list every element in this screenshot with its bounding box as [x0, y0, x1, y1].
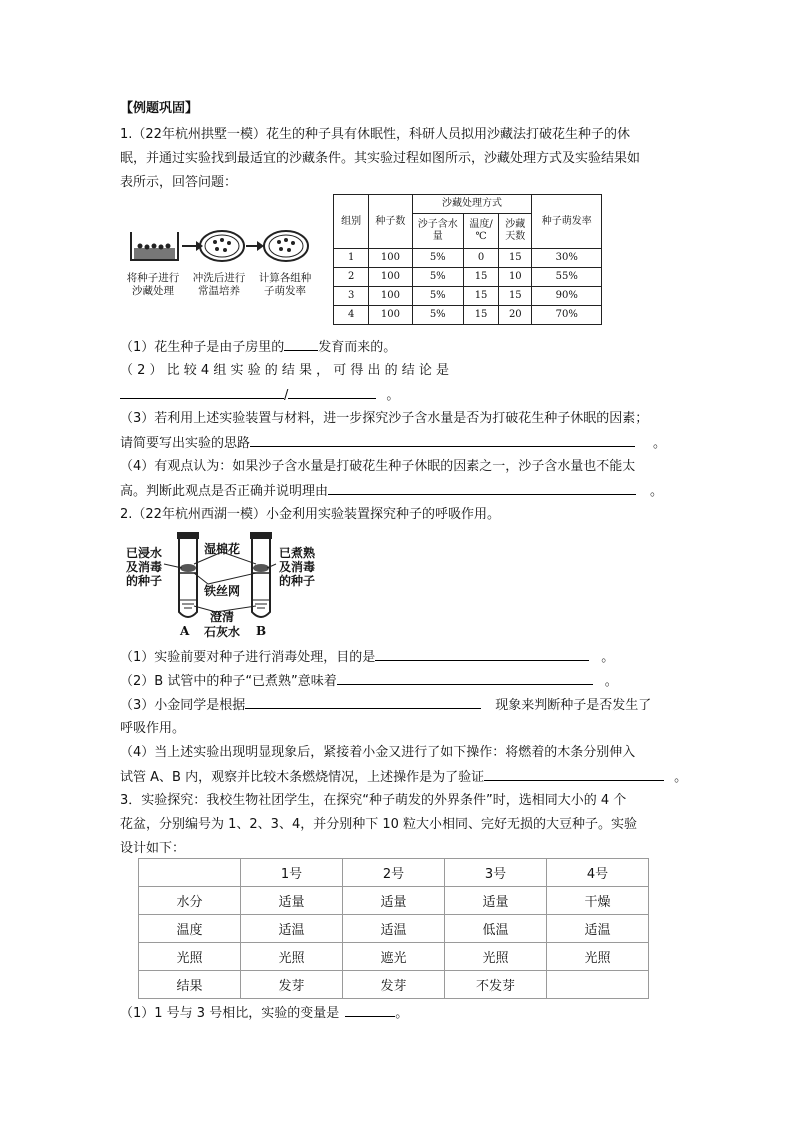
table-row	[139, 887, 649, 915]
q3-subquestion-1: （1）1 号与 3 号相比，实验的变量是 。	[120, 1006, 409, 1021]
label-lime-2: 石灰水	[204, 625, 241, 639]
table-cell: 适温	[241, 915, 343, 943]
q1-subquestion-3: （3）若利用上述实验装置与材料，进一步探究沙子含水量是否为打破花生种子休眠的因素；	[120, 411, 649, 426]
table-cell: 结果	[139, 971, 241, 999]
label-mesh: 铁丝网	[204, 584, 241, 598]
label-tube-b: B	[256, 624, 267, 638]
label-right-1: 已煮熟	[279, 546, 316, 560]
q2-title: 2.（22年杭州西湖一模）小金利用实验装置探究种子的呼吸作用。	[120, 507, 500, 522]
q1-step-caption-2: 冲洗后进行常温培养	[192, 272, 246, 297]
label-left-2: 及消毒	[126, 560, 163, 574]
label-right-2: 及消毒	[279, 560, 316, 574]
table-row	[139, 915, 649, 943]
q1-subquestion-4: （4）有观点认为：如果沙子含水量是打破花生种子休眠的因素之一，沙子含水量也不能太	[120, 459, 636, 474]
seed-icon	[180, 564, 196, 572]
table-cell: 20	[499, 306, 532, 325]
q1-stem-line1: 1.（22年杭州拱墅一模）花生的种子具有休眠性，科研人员拟用沙藏法打破花生种子的休	[120, 127, 630, 142]
table-cell: 30%	[532, 249, 602, 268]
q3-stem-line3: 设计如下：	[120, 841, 186, 856]
table-cell: 5%	[412, 249, 463, 268]
answer-blank[interactable]	[375, 648, 589, 661]
table-cell: 100	[369, 268, 412, 287]
q3-design-table	[138, 858, 649, 999]
table-header: 沙藏天数	[499, 214, 532, 249]
q2-subquestion-4: （4）当上述实验出现明显现象后，紧接着小金又进行了如下操作：将燃着的木条分别伸入	[120, 745, 636, 760]
table-cell: 遮光	[343, 943, 445, 971]
table-cell: 适量	[445, 887, 547, 915]
table-cell: 适量	[343, 887, 445, 915]
q3-stem-line1: 3．实验探究：我校生物社团学生，在探究“种子萌发的外界条件”时，选相同大小的 4 个	[120, 793, 627, 808]
table-cell: 55%	[532, 268, 602, 287]
q2-subquestion-1: （1）实验前要对种子进行消毒处理，目的是 。	[120, 650, 615, 665]
q1-process-diagram	[126, 208, 316, 308]
table-cell: 15	[463, 287, 498, 306]
table-cell: 4	[334, 306, 369, 325]
stopper-icon	[250, 532, 272, 539]
table-cell: 10	[499, 268, 532, 287]
table-header	[139, 859, 241, 887]
table-header: 种子萌发率	[532, 195, 602, 249]
answer-blank[interactable]	[288, 386, 376, 399]
table-cell: 5%	[412, 306, 463, 325]
label-left-1: 已浸水	[126, 546, 163, 560]
table-cell: 15	[463, 268, 498, 287]
table-cell: 100	[369, 249, 412, 268]
answer-blank[interactable]	[345, 1004, 395, 1017]
q1-subquestion-4-line2: 高。判断此观点是否正确并说明理由 。	[120, 484, 664, 499]
label-tube-a: A	[180, 624, 190, 638]
table-cell: 光照	[241, 943, 343, 971]
table-cell: 15	[499, 249, 532, 268]
table-cell: 光照	[445, 943, 547, 971]
q1-step-caption-1: 将种子进行沙藏处理	[126, 272, 180, 297]
seed-icon	[253, 564, 269, 572]
table-cell: 发芽	[241, 971, 343, 999]
answer-blank[interactable]	[484, 768, 664, 781]
table-cell: 水分	[139, 887, 241, 915]
q1-subquestion-3-line2: 请简要写出实验的思路 。	[120, 436, 667, 451]
table-cell: 15	[463, 306, 498, 325]
table-header: 3号	[445, 859, 547, 887]
table-cell: 温度	[139, 915, 241, 943]
label-lime-1: 澄清	[210, 610, 235, 624]
table-row	[334, 306, 602, 325]
table-cell	[547, 971, 649, 999]
table-cell: 适温	[343, 915, 445, 943]
test-tube-a-icon	[179, 539, 197, 617]
table-cell: 5%	[412, 287, 463, 306]
table-cell: 0	[463, 249, 498, 268]
answer-blank[interactable]	[328, 482, 636, 495]
label-left-3: 的种子	[126, 574, 163, 588]
table-cell: 低温	[445, 915, 547, 943]
table-cell: 干燥	[547, 887, 649, 915]
q1-stem-line3: 表所示，回答问题：	[120, 175, 238, 190]
table-cell: 3	[334, 287, 369, 306]
q2-subquestion-2: （2）B 试管中的种子“已煮熟”意味着 。	[120, 674, 618, 689]
table-row	[139, 943, 649, 971]
q2-subquestion-3: （3）小金同学是根据 现象来判断种子是否发生了	[120, 698, 652, 713]
table-cell: 光照	[139, 943, 241, 971]
table-cell: 15	[499, 287, 532, 306]
label-cotton: 湿棉花	[204, 542, 241, 556]
q1-data-table	[333, 194, 602, 325]
table-header: 2号	[343, 859, 445, 887]
table-row	[334, 287, 602, 306]
q1-subquestion-2-answer: / 。	[120, 386, 399, 405]
stopper-icon	[177, 532, 199, 539]
table-cell: 适量	[241, 887, 343, 915]
q2-subquestion-3-line2: 呼吸作用。	[120, 721, 186, 736]
q1-diagram-graphics	[126, 208, 316, 268]
table-header: 沙藏处理方式	[412, 195, 532, 214]
answer-blank[interactable]	[337, 672, 593, 685]
label-right-3: 的种子	[279, 574, 316, 588]
table-cell: 100	[369, 287, 412, 306]
q1-subquestion-2: （ 2 ） 比 较 4 组 实 验 的 结 果 ， 可 得 出 的 结 论 是	[120, 363, 450, 378]
table-header: 1号	[241, 859, 343, 887]
table-header: 4号	[547, 859, 649, 887]
table-cell: 2	[334, 268, 369, 287]
q1-subquestion-1: （1）花生种子是由子房里的 发育而来的。	[120, 340, 397, 355]
sand-fill-icon	[134, 248, 175, 259]
table-row	[334, 249, 602, 268]
table-cell: 适温	[547, 915, 649, 943]
q1-stem-line2: 眠，并通过实验找到最适宜的沙藏条件。其实验过程如图所示，沙藏处理方式及实验结果如	[120, 151, 641, 166]
table-header: 温度/℃	[463, 214, 498, 249]
q3-stem-line2: 花盆，分别编号为 1、2、3、4，并分别种下 10 粒大小相同、完好无损的大豆种子。实验	[120, 817, 638, 832]
table-cell: 发芽	[343, 971, 445, 999]
q2-test-tube-diagram	[124, 528, 336, 644]
answer-blank[interactable]	[284, 338, 318, 351]
table-row	[139, 971, 649, 999]
table-row	[334, 268, 602, 287]
table-cell: 1	[334, 249, 369, 268]
table-cell: 5%	[412, 268, 463, 287]
table-row	[139, 859, 649, 887]
table-cell: 90%	[532, 287, 602, 306]
table-header: 沙子含水量	[412, 214, 463, 249]
q1-step-caption-3: 计算各组种子萌发率	[258, 272, 312, 297]
table-cell: 光照	[547, 943, 649, 971]
table-header: 组别	[334, 195, 369, 249]
answer-blank[interactable]	[245, 696, 481, 709]
table-header: 种子数	[369, 195, 412, 249]
table-cell: 100	[369, 306, 412, 325]
answer-blank[interactable]	[250, 434, 635, 447]
q2-subquestion-4-line2: 试管 A、B 内，观察并比较木条燃烧情况，上述操作是为了验证 。	[120, 770, 688, 785]
answer-blank[interactable]	[120, 386, 284, 399]
table-cell: 70%	[532, 306, 602, 325]
table-cell: 不发芽	[445, 971, 547, 999]
section-title: 【例题巩固】	[120, 101, 199, 116]
test-tube-b-icon	[252, 539, 270, 617]
